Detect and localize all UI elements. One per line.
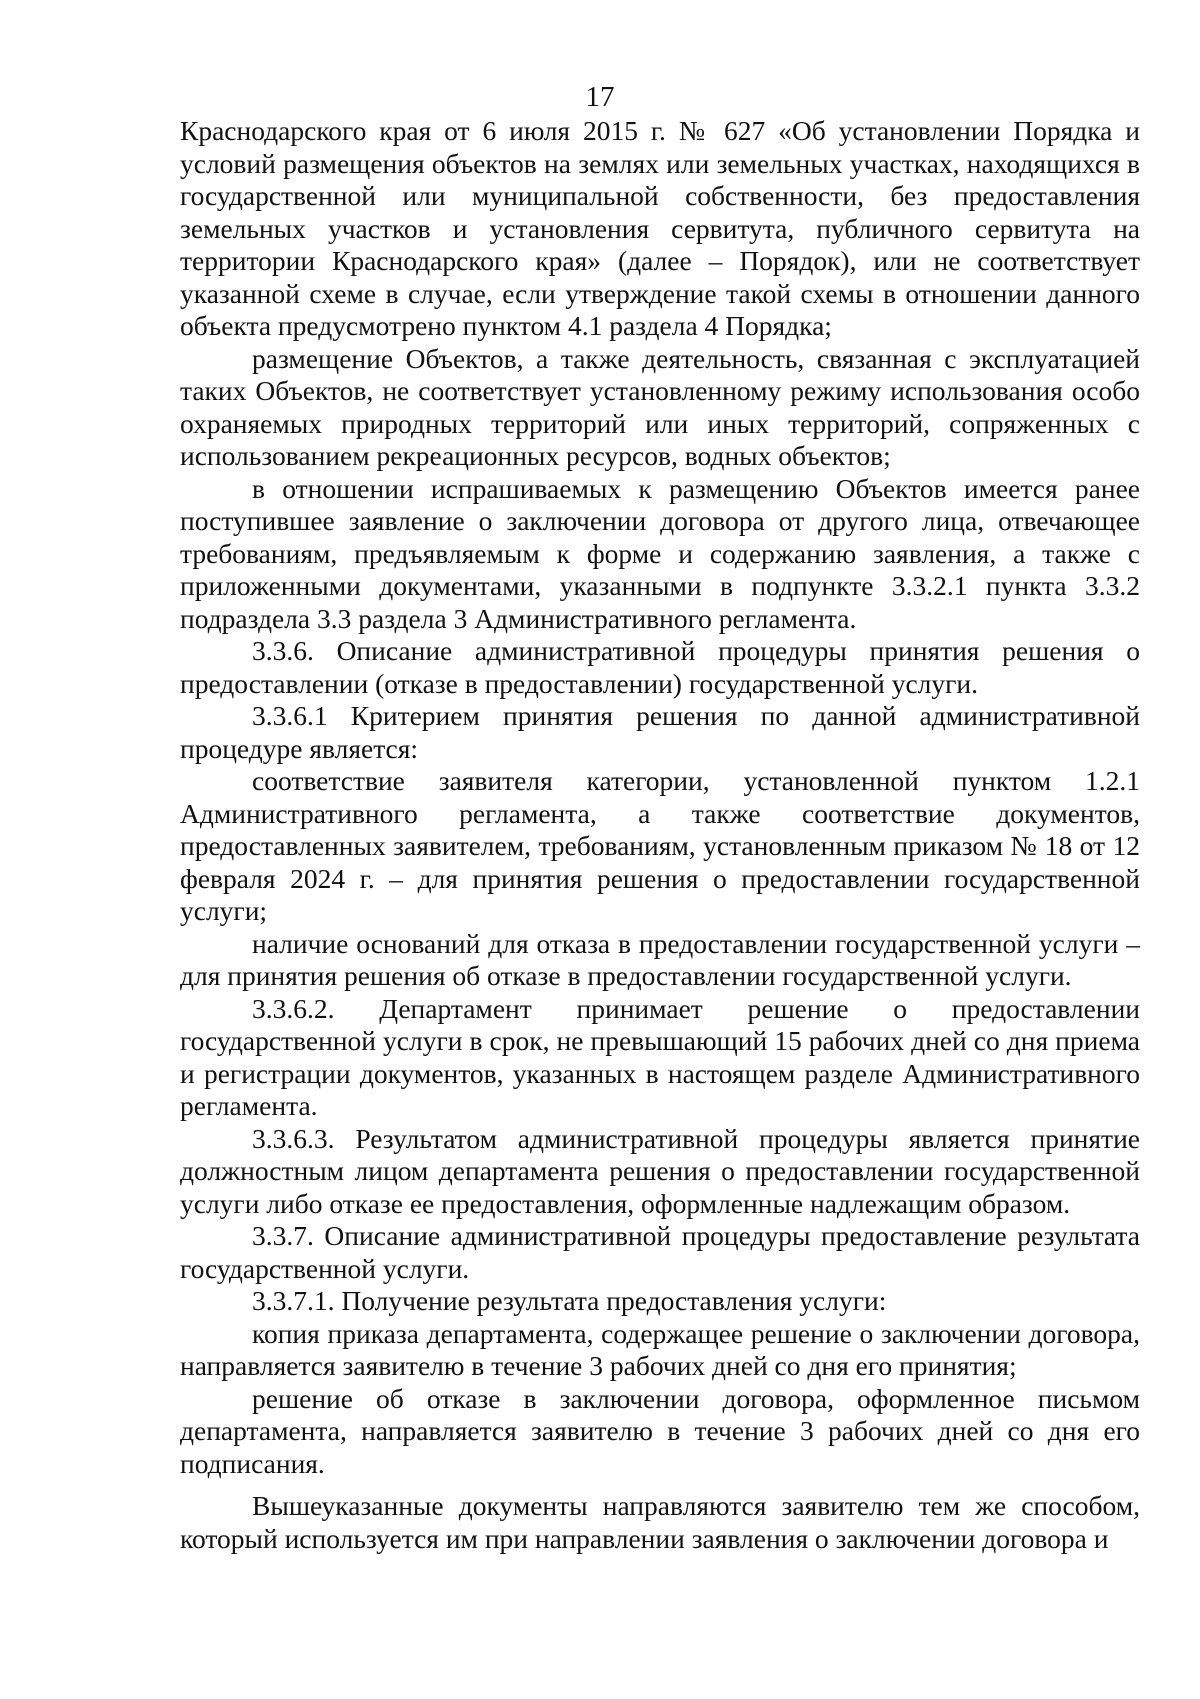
paragraph: в отношении испрашиваемых к размещению Объектов имеется ранее поступившее заявление о заключении договора от другого лица, отвечающее требованиям, предъявляемым к форме и содержанию заявления, а также с приложенными документами, указанными в подпункте 3.3.2.1 пункта 3.3.2 подраздела 3.3 раздела 3 Административного регламента. bbox=[180, 472, 1140, 634]
paragraph: 3.3.7. Описание административной процедуры предоставление результата государственной услуги. bbox=[180, 1220, 1140, 1284]
paragraph: Краснодарского края от 6 июля 2015 г. № 627 «Об установлении Порядка и условий размещения объектов на землях или земельных участках, находящихся в государственной или муниципальной собственности, без предоставления земельных участков и установления сервитута, публичного сервитута на территории Краснодарского края» (далее – Порядок), или не соответствует указанной схеме в случае, если утверждение такой схемы в отношении данного объекта предусмотрено пунктом 4.1 раздела 4 Порядка; bbox=[180, 115, 1140, 341]
paragraph: 3.3.6. Описание административной процедуры принятия решения о предоставлении (отказе в предоставлении) государственной услуги. bbox=[180, 635, 1140, 699]
paragraph: соответствие заявителя категории, установленной пунктом 1.2.1 Административного регламента, а также соответствие документов, предоставленных заявителем, требованиям, установленным приказом № 18 от 12 февраля 2024 г. – для принятия решения о предоставлении государственной услуги; bbox=[180, 765, 1140, 926]
page-number: 17 bbox=[585, 81, 615, 113]
paragraph: копия приказа департамента, содержащее решение о заключении договора, направляется заявителю в течение 3 рабочих дней со дня его принятия; bbox=[180, 1317, 1140, 1381]
paragraph: размещение Объектов, а также деятельность, связанная с эксплуатацией таких Объектов, не соответствует установленному режиму использования особо охраняемых природных территорий или иных территорий, сопряженных с использованием рекреационных ресурсов, водных объектов; bbox=[180, 342, 1140, 471]
paragraph: Вышеуказанные документы направляются заявителю тем же способом, который используется им при направлении заявления о заключении договора и bbox=[180, 1490, 1140, 1554]
paragraph: 3.3.7.1. Получение результата предоставления услуги: bbox=[252, 1285, 887, 1316]
document-body bbox=[180, 115, 1140, 1555]
paragraph: 3.3.6.3. Результатом административной процедуры является принятие должностным лицом департамента решения о предоставлении государственной услуги либо отказе ее предоставления, оформленные надлежащим образом. bbox=[180, 1122, 1140, 1219]
paragraph: 3.3.6.1 Критерием принятия решения по данной административной процедуре является: bbox=[180, 700, 1140, 764]
paragraph: 3.3.6.2. Департамент принимает решение о предоставлении государственной услуги в срок, не превышающий 15 рабочих дней со дня приема и регистрации документов, указанных в настоящем разделе Административного регламента. bbox=[180, 992, 1140, 1121]
paragraph: решение об отказе в заключении договора, оформленное письмом департамента, направляется заявителю в течение 3 рабочих дней со дня его подписания. bbox=[180, 1382, 1140, 1479]
paragraph: наличие оснований для отказа в предоставлении государственной услуги – для принятия решения об отказе в предоставлении государственной услуги. bbox=[180, 927, 1140, 991]
